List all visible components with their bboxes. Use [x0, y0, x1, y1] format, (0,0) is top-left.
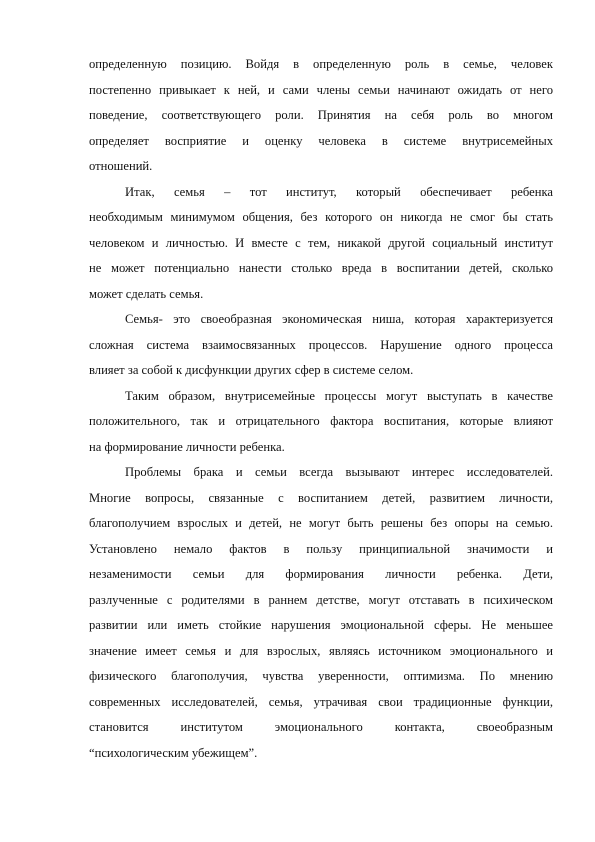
paragraph: [89, 52, 553, 180]
text-line: человеком и личностью. И вместе с тем, никакой другой социальный институт: [89, 235, 553, 250]
text-line: Проблемы брака и семьи всегда вызывают интерес исследователей.: [125, 465, 553, 479]
text-line: Таким образом, внутрисемейные процессы могут выступать в качестве: [125, 388, 553, 403]
text-line: не может потенциально нанести столько вреда в воспитании детей, сколько: [89, 261, 553, 275]
document-page: [89, 52, 553, 766]
text-line: влияет за собой к дисфункции других сфер в системе селом.: [89, 363, 414, 377]
text-line: положительного, так и отрицательного фактора воспитания, которые влияют: [89, 414, 553, 428]
text-line: Итак, семья – тот институт, который обеспечивает ребенка: [125, 184, 553, 199]
text-line: Многие вопросы, связанные с воспитанием детей, развитием личности,: [89, 490, 553, 505]
text-line: значение имеет семья и для взрослых, являясь источником эмоционального и: [89, 643, 553, 658]
text-line: физического благополучия, чувства уверенности, оптимизма. По мнению: [89, 669, 553, 683]
paragraph: [89, 180, 553, 308]
text-line: определяет восприятие и оценку человека в системе внутрисемейных: [89, 133, 553, 148]
text-line: поведение, соответствующего роли. Принятия на себя роль во многом: [89, 108, 553, 122]
text-line: становится институтом эмоционального контакта, своеобразным: [89, 720, 553, 734]
text-line: определенную позицию. Войдя в определенную роль в семье, человек: [89, 57, 553, 71]
text-line: сложная система взаимосвязанных процессов. Нарушение одного процесса: [89, 337, 553, 352]
text-line: разлученные с родителями в раннем детстве, могут отставать в психическом: [89, 592, 553, 607]
text-line: “психологическим убежищем”.: [89, 745, 258, 760]
text-line: может сделать семья.: [89, 286, 204, 301]
text-line: благополучием взрослых и детей, не могут быть решены без опоры на семью.: [89, 516, 553, 530]
text-line: современных исследователей, семья, утрачивая свои традиционные функции,: [89, 694, 553, 709]
text-line: Установлено немало фактов в пользу принципиальной значимости и: [89, 541, 553, 556]
paragraph: [89, 384, 553, 461]
text-line: на формирование личности ребенка.: [89, 439, 285, 454]
text-line: Семья- это своеобразная экономическая ниша, которая характеризуется: [125, 312, 553, 326]
paragraph: [89, 307, 553, 384]
text-line: необходимым минимумом общения, без которого он никогда не смог бы стать: [89, 210, 553, 224]
text-line: незаменимости семьи для формирования личности ребенка. Дети,: [89, 567, 553, 581]
text-line: развитии или иметь стойкие нарушения эмоциональной сферы. Не меньшее: [89, 618, 553, 632]
text-line: постепенно привыкает к ней, и сами члены семьи начинают ожидать от него: [89, 82, 553, 97]
paragraph: [89, 460, 553, 766]
text-line: отношений.: [89, 159, 153, 173]
